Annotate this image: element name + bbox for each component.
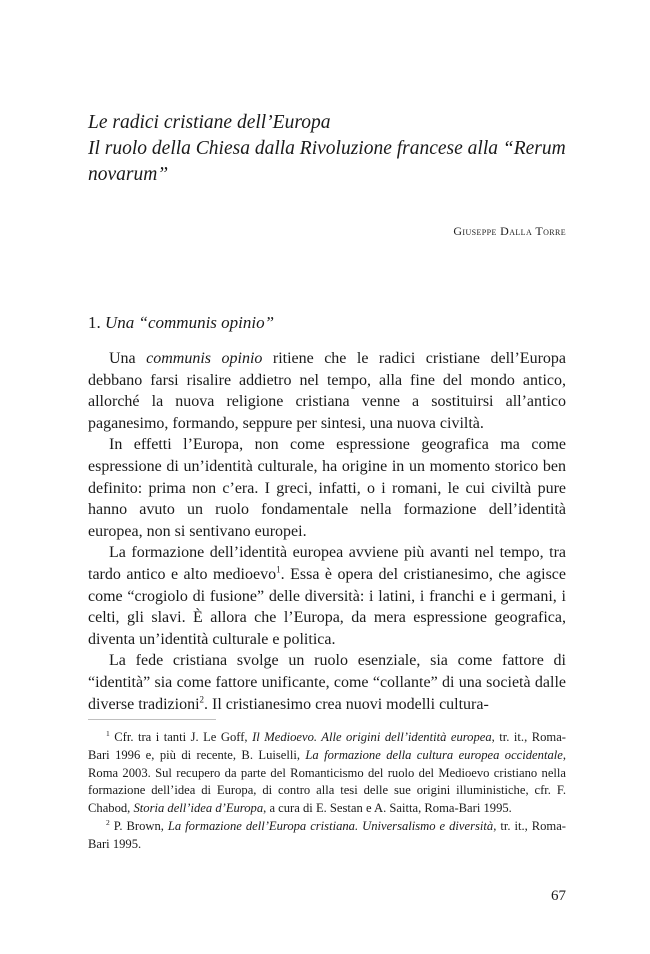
- footnotes: [88, 729, 566, 854]
- paragraph-3-after: . Essa è opera del cristianesimo, che agisce come “crogiolo di fusione” delle diversità: i latini, i franchi e i germani, i celti, gli slavi. È allora che l’Europa, da mera espressione geografica, diventa un’identità culturale e politica.: [88, 565, 567, 648]
- author-name: Giuseppe Dalla Torre: [453, 224, 566, 238]
- chapter-title: [88, 110, 568, 188]
- section-heading: [88, 313, 274, 333]
- paragraph-2: In effetti l’Europa, non come espressione geografica ma come espressione di un’identità culturale, ha origine in un momento storico ben definito: prima non c’era. I greci, infatti, o i romani, le cui civiltà pure hanno avuto un ruolo fondamentale nella formazione dell’identità europea, non si sentivano europei.: [88, 436, 566, 540]
- body-text: [88, 348, 566, 715]
- title-line-1: Le radici cristiane dell’Europa: [88, 112, 331, 133]
- footnote-2-text-a: P. Brown,: [113, 818, 168, 833]
- footnote-1-text-b: , tr. it., Roma-Bari 1996 e, più di recente, B. Luiselli,: [88, 730, 566, 762]
- paragraph-1-rest: ritiene che le radici cristiane dell’Europa debbano farsi risalire addietro nel tempo, alla fine del mondo antico, allorché la nuova religione cristiana venne a sostituirsi all’antico paganesimo, formando, seppure per sintesi, una nuova civiltà.: [88, 350, 566, 432]
- footnote-1-italic-a: Il Medioevo. Alle origini dell’identità europea: [252, 730, 492, 744]
- footnote-2: [88, 818, 566, 854]
- section-title: Una “communis opinio”: [105, 313, 275, 332]
- section-number: 1.: [88, 313, 101, 332]
- paragraph-1-italic: communis opinio: [146, 350, 263, 367]
- footnote-ref-2[interactable]: 2: [199, 694, 205, 705]
- footnote-ref-1[interactable]: 1: [276, 564, 281, 575]
- paragraph-4-after: . Il cristianesimo crea nuovi modelli cultura-: [204, 695, 489, 713]
- footnote-2-italic-a: La formazione dell’Europa cristiana. Universalismo e diversità: [167, 818, 494, 833]
- footnote-1-italic-c: Storia dell’idea d’Europa: [133, 801, 264, 816]
- page-number: 67: [551, 888, 566, 904]
- paragraph-4: [88, 650, 566, 715]
- paragraph-3-before: La formazione dell’identità europea avviene più avanti nel tempo, tra tardo antico e alto medioevo: [88, 544, 566, 583]
- paragraph-1-lead: Una: [109, 350, 147, 367]
- paragraph-1: [88, 348, 566, 434]
- footnote-1-italic-b: La formazione della cultura europea occidentale: [305, 747, 563, 762]
- footnote-1-text-c: , Roma 2003. Sul recupero da parte del Romanticismo del ruolo del Medioevo cristiano nella formazione dell’idea di Europa, di contro alla tesi delle sue origini illuministiche, cfr. F. Chabod,: [88, 747, 566, 816]
- title-line-3: novarum”: [88, 164, 169, 185]
- paragraph-3: [88, 542, 566, 650]
- footnote-divider: [88, 719, 216, 720]
- footnote-1-text-a: Cfr. tra i tanti J. Le Goff,: [114, 730, 253, 744]
- paragraph-4-before: La fede cristiana svolge un ruolo esenziale, sia come fattore di “identità” sia come fattore unificante, come “collante” di una società dalle diverse tradizioni: [88, 652, 566, 713]
- title-line-2: Il ruolo della Chiesa dalla Rivoluzione francese alla “Rerum: [88, 138, 566, 159]
- footnote-1-number: 1: [106, 728, 110, 738]
- footnote-1-text-d: , a cura di E. Sestan e A. Saitta, Roma-Bari 1995.: [263, 801, 512, 816]
- footnote-2-text-b: , tr. it., Roma-Bari 1995.: [88, 818, 566, 851]
- footnote-1: [88, 729, 566, 818]
- footnote-2-number: 2: [106, 817, 110, 827]
